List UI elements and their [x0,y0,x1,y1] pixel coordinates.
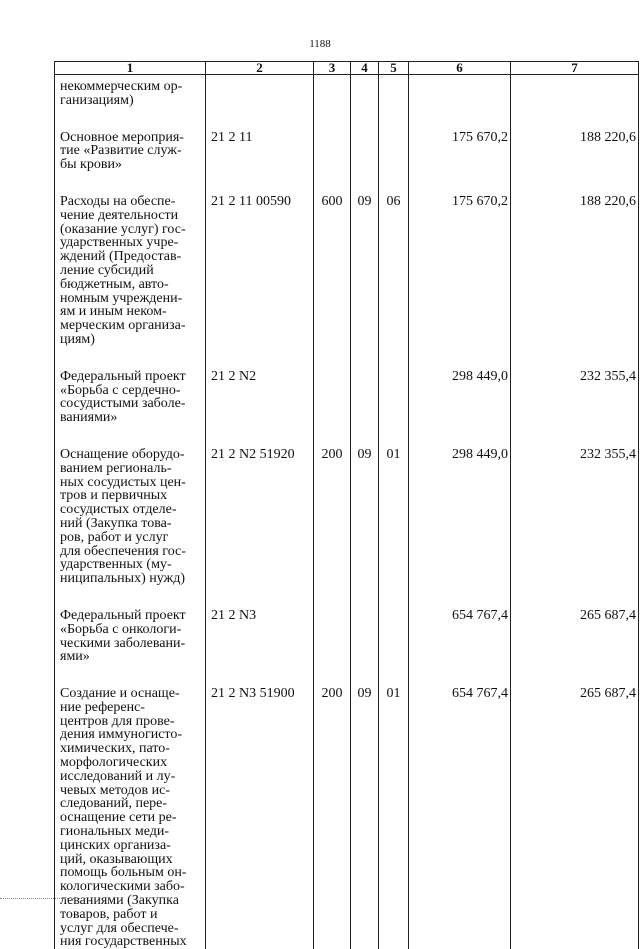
row-vr: 600 [314,194,351,369]
row-rz: 09 [351,447,379,608]
row-sum-2: 265 687,4 [511,608,639,686]
row-sum-2: 265 687,4 [511,686,639,949]
row-name: Основное мероприя- тие «Развитие служ- бы крови» [55,130,206,194]
table-row [55,194,639,369]
row-pr: 01 [379,686,409,949]
row-name: Федеральный проект «Борьба с онкологи- ческими заболевани- ями» [55,608,206,686]
row-code: 21 2 N3 [206,608,314,686]
row-sum-1: 654 767,4 [409,686,511,949]
row-code: 21 2 N2 51920 [206,447,314,608]
table-row [55,75,639,130]
row-sum-2: 232 355,4 [511,447,639,608]
row-vr [314,369,351,447]
row-name: Оснащение оборудо- ванием региональ- ных сосудистых цен- тров и первичных сосудистых отделе- ний (Закупка това- ров, работ и услуг для обеспечения гос- ударственных (му- ниципальных) нужд) [55,447,206,608]
row-sum-2 [511,75,639,130]
bottom-dotted-rule [0,898,86,899]
row-rz [351,608,379,686]
budget-table [54,61,639,949]
table-row [55,447,639,608]
row-vr [314,75,351,130]
row-pr: 06 [379,194,409,369]
row-sum-1: 298 449,0 [409,369,511,447]
header-col-3: 3 [314,62,351,75]
row-name: Создание и оснаще- ние референс- центров для прове- дения иммуногисто- химических, пато- морфологических исследований и лу- чевых методов ис- следований, пере- оснащение сети ре- гиональных меди- цинских организа- ций, оказывающих помощь больным он- кологическими забо- леваниями (Закупка товаров, работ и услуг для обеспече- ния государственных [55,686,206,949]
header-col-5: 5 [379,62,409,75]
header-col-6: 6 [409,62,511,75]
row-name: Расходы на обеспе- чение деятельности (оказание услуг) гос- ударственных учре- ждений (Предостав- ление субсидий бюджетным, авто- номным учреждени- ям и иным неком- мерческим организа- циям) [55,194,206,369]
row-vr [314,608,351,686]
row-vr: 200 [314,447,351,608]
page-number: 1188 [309,38,331,50]
row-pr [379,75,409,130]
table-header-row [55,62,639,75]
row-rz: 09 [351,686,379,949]
row-name: Федеральный проект «Борьба с сердечно- сосудистыми заболе- ваниями» [55,369,206,447]
row-code: 21 2 11 00590 [206,194,314,369]
table-row [55,130,639,194]
row-sum-2: 188 220,6 [511,130,639,194]
row-pr: 01 [379,447,409,608]
row-pr [379,130,409,194]
row-name: некоммерческим ор- ганизациям) [55,75,206,130]
row-pr [379,369,409,447]
row-code: 21 2 11 [206,130,314,194]
row-pr [379,608,409,686]
row-code: 21 2 N2 [206,369,314,447]
header-col-2: 2 [206,62,314,75]
row-vr [314,130,351,194]
row-sum-2: 188 220,6 [511,194,639,369]
row-rz: 09 [351,194,379,369]
row-sum-1: 298 449,0 [409,447,511,608]
table-row [55,608,639,686]
row-sum-2: 232 355,4 [511,369,639,447]
row-sum-1: 175 670,2 [409,130,511,194]
row-rz [351,130,379,194]
header-col-4: 4 [351,62,379,75]
row-vr: 200 [314,686,351,949]
table-row [55,686,639,949]
row-rz [351,75,379,130]
row-rz [351,369,379,447]
row-code: 21 2 N3 51900 [206,686,314,949]
header-col-7: 7 [511,62,639,75]
row-code [206,75,314,130]
row-sum-1: 175 670,2 [409,194,511,369]
header-col-1: 1 [55,62,206,75]
row-sum-1 [409,75,511,130]
row-sum-1: 654 767,4 [409,608,511,686]
table-row [55,369,639,447]
